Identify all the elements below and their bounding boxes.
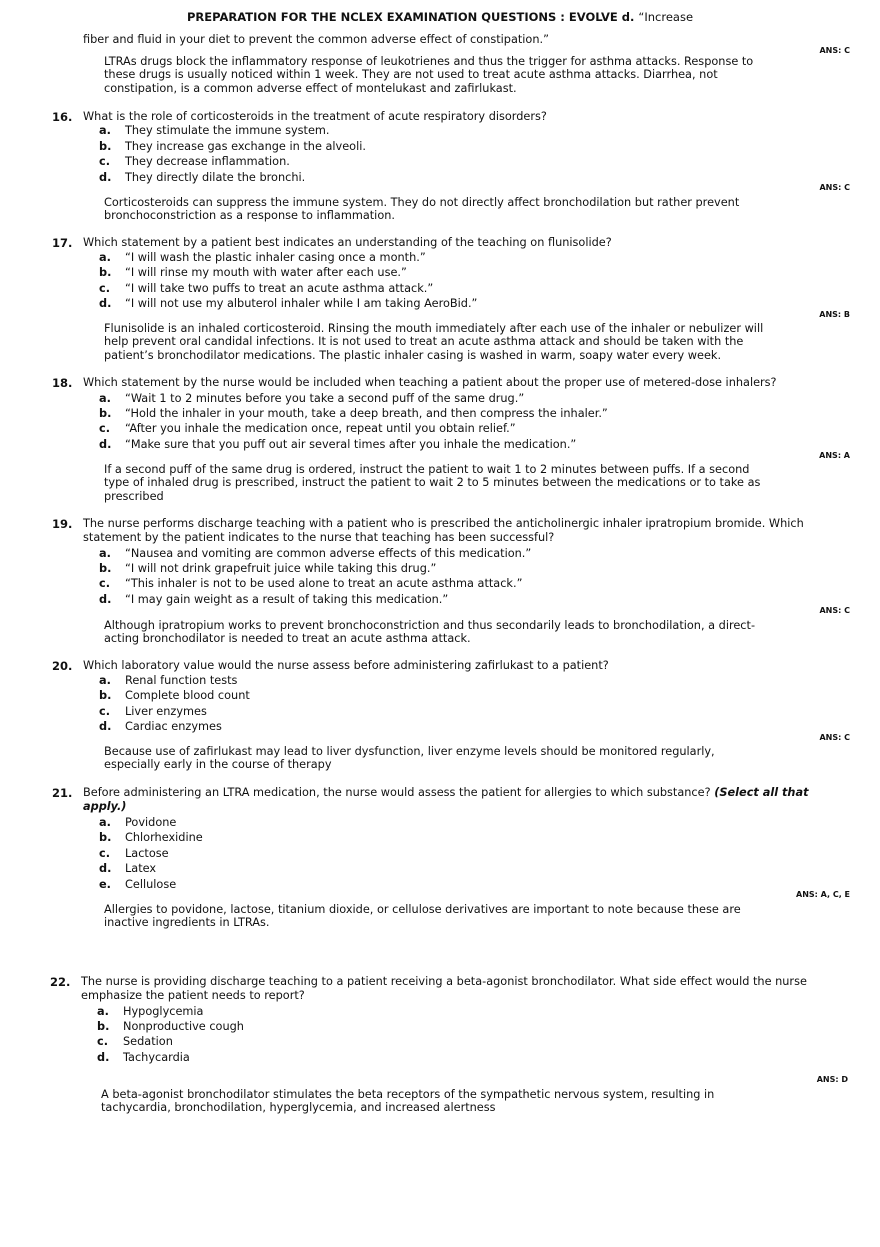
option-text: “After you inhale the medication once, repeat until you obtain relief.” (125, 422, 516, 435)
option-letter: c. (99, 155, 110, 168)
answer-label: ANS: C (819, 733, 850, 742)
option-text: Latex (125, 862, 157, 875)
question-text-span: Before administering an LTRA medication, the nurse would assess the patient for allergies to which substance? (83, 786, 711, 799)
option-text: “Nausea and vomiting are common adverse effects of this medication.” (125, 547, 532, 560)
question-text-line: statement by the patient indicates to the nurse that teaching has been successful? (83, 531, 555, 544)
question-text-line: What is the role of corticosteroids in the treatment of acute respiratory disorders? (83, 110, 547, 123)
option-text: Liver enzymes (125, 705, 207, 718)
question-text-line: The nurse performs discharge teaching with a patient who is prescribed the anticholinergic inhaler ipratropium bromide. Which (83, 517, 804, 530)
option-letter: b. (99, 831, 112, 844)
explanation-line: help prevent oral candidal infections. It is not used to treat an acute asthma attack and should be taken with the (104, 335, 744, 349)
option-letter: c. (99, 847, 110, 860)
option-letter: d. (97, 1051, 110, 1064)
question-number: 16. (52, 110, 73, 124)
option-text: Tachycardia (123, 1051, 190, 1064)
option-letter: d. (99, 171, 112, 184)
question-text-line: Which statement by the nurse would be included when teaching a patient about the proper use of metered-dose inhalers? (83, 376, 777, 389)
explanation-line: constipation, is a common adverse effect of montelukast and zafirlukast. (104, 81, 517, 95)
option-letter: d. (99, 720, 112, 733)
explanation-line: patient’s bronchodilator medications. The plastic inhaler casing is washed in warm, soapy water every week. (104, 348, 722, 362)
option-letter: c. (99, 282, 110, 295)
option-letter: a. (99, 674, 111, 687)
question-number: 19. (52, 517, 73, 531)
explanation-line: bronchoconstriction as a response to inflammation. (104, 209, 395, 223)
option-text: “Hold the inhaler in your mouth, take a deep breath, and then compress the inhaler.” (125, 407, 608, 420)
question-text (83, 659, 609, 673)
option-text: “This inhaler is not to be used alone to treat an acute asthma attack.” (125, 577, 523, 590)
option-text: Complete blood count (125, 689, 250, 702)
explanation (104, 322, 763, 362)
header-tail-text: “Increase (638, 10, 694, 24)
option-text: They directly dilate the bronchi. (125, 171, 306, 184)
option-letter: c. (99, 422, 110, 435)
option-text: Chlorhexidine (125, 831, 203, 844)
select-all-instruction: (Select all that (714, 786, 809, 799)
explanation-line: inactive ingredients in LTRAs. (104, 916, 270, 930)
option-letter: e. (99, 878, 111, 891)
question-text (83, 517, 804, 545)
option-text: Povidone (125, 816, 177, 829)
option-text: They stimulate the immune system. (125, 124, 330, 137)
question-text-line: The nurse is providing discharge teaching to a patient receiving a beta-agonist bronchodilator. What side effect would the nurse (81, 975, 807, 988)
explanation-line: these drugs is usually noticed within 1 week. They are not used to treat acute asthma attacks. Diarrhea, not (104, 68, 718, 82)
explanation-line: Allergies to povidone, lactose, titanium dioxide, or cellulose derivatives are important to note because these are (104, 903, 741, 916)
question-text (83, 376, 777, 390)
option-text: Nonproductive cough (123, 1020, 244, 1033)
option-letter: d. (99, 862, 112, 875)
option-letter: a. (99, 816, 111, 829)
option-letter: d. (99, 438, 112, 451)
question-number: 20. (52, 659, 73, 673)
option-text: Lactose (125, 847, 169, 860)
question-number: 18. (52, 376, 73, 390)
explanation (104, 196, 739, 223)
option-letter: b. (99, 266, 112, 279)
explanation (104, 55, 753, 95)
option-text: “Make sure that you puff out air several times after you inhale the medication.” (125, 438, 577, 451)
question-text-line (83, 786, 809, 800)
option-letter: d. (99, 593, 112, 606)
question-text-line (83, 800, 809, 814)
explanation-line: If a second puff of the same drug is ordered, instruct the patient to wait 1 to 2 minutes between puffs. If a second (104, 463, 750, 476)
question-text-line: Which laboratory value would the nurse assess before administering zafirlukast to a patient? (83, 659, 609, 672)
option-text: Renal function tests (125, 674, 238, 687)
option-letter: b. (97, 1020, 110, 1033)
option-letter: b. (99, 562, 112, 575)
question-text (83, 786, 809, 814)
question-text (81, 975, 807, 1003)
explanation (101, 1088, 714, 1115)
option-text: Cellulose (125, 878, 177, 891)
option-text: “Wait 1 to 2 minutes before you take a second puff of the same drug.” (125, 392, 525, 405)
question-number: 21. (52, 786, 73, 800)
question-number: 22. (50, 975, 71, 989)
option-text: They decrease inflammation. (125, 155, 290, 168)
answer-label: ANS: C (819, 46, 850, 55)
option-text: “I will wash the plastic inhaler casing once a month.” (125, 251, 426, 264)
answer-label: ANS: B (819, 310, 850, 319)
explanation-line: type of inhaled drug is prescribed, instruct the patient to wait 2 to 5 minutes between the medications or to take as (104, 476, 761, 490)
answer-label: ANS: C (819, 606, 850, 615)
explanation-line: Corticosteroids can suppress the immune system. They do not directly affect bronchodilation but rather prevent (104, 196, 740, 209)
question-number: 17. (52, 236, 73, 250)
explanation-line: Flunisolide is an inhaled corticosteroid. Rinsing the mouth immediately after each use of the inhaler or nebulizer will (104, 322, 764, 335)
option-letter: a. (99, 392, 111, 405)
explanation-line: A beta-agonist bronchodilator stimulates the beta receptors of the sympathetic nervous system, resulting in (101, 1088, 715, 1101)
option-text: Sedation (123, 1035, 173, 1048)
explanation-line: LTRAs drugs block the inflammatory response of leukotrienes and thus the trigger for asthma attacks. Response to (104, 55, 754, 68)
option-letter: c. (99, 577, 110, 590)
option-letter: b. (99, 689, 112, 702)
explanation (104, 619, 755, 646)
explanation-line: acting bronchodilator is needed to treat an acute asthma attack. (104, 632, 471, 646)
option-text: Hypoglycemia (123, 1005, 204, 1018)
option-letter: d. (99, 297, 112, 310)
select-all-instruction: apply.) (83, 800, 127, 813)
page-header (187, 10, 693, 24)
explanation (104, 903, 741, 930)
option-letter: c. (97, 1035, 108, 1048)
option-letter: a. (99, 251, 111, 264)
option-text: They increase gas exchange in the alveoli. (125, 140, 366, 153)
answer-label: ANS: D (816, 1075, 848, 1084)
question-text (83, 110, 547, 124)
option-text: Cardiac enzymes (125, 720, 222, 733)
option-letter: a. (99, 124, 111, 137)
explanation-line: Because use of zafirlukast may lead to liver dysfunction, liver enzyme levels should be monitored regularly, (104, 745, 715, 758)
carryover-option-text: fiber and fluid in your diet to prevent the common adverse effect of constipation.” (83, 33, 549, 46)
option-text: “I will take two puffs to treat an acute asthma attack.” (125, 282, 434, 295)
explanation-line: prescribed (104, 489, 164, 503)
answer-label: ANS: A, C, E (796, 890, 850, 899)
option-text: “I will rinse my mouth with water after each use.” (125, 266, 407, 279)
option-letter: a. (97, 1005, 109, 1018)
explanation-line: especially early in the course of therapy (104, 758, 332, 772)
question-text-line: emphasize the patient needs to report? (81, 989, 305, 1002)
option-letter: b. (99, 407, 112, 420)
header-title: PREPARATION FOR THE NCLEX EXAMINATION QUESTIONS : EVOLVE (187, 10, 618, 24)
header-tail-letter: d. (621, 10, 635, 24)
answer-label: ANS: A (819, 451, 850, 460)
option-letter: c. (99, 705, 110, 718)
option-letter: b. (99, 140, 112, 153)
option-text: “I will not use my albuterol inhaler while I am taking AeroBid.” (125, 297, 478, 310)
explanation-line: tachycardia, bronchodilation, hyperglycemia, and increased alertness (101, 1101, 496, 1115)
question-text (83, 236, 612, 250)
option-letter: a. (99, 547, 111, 560)
explanation (104, 463, 760, 503)
question-text-line: Which statement by a patient best indicates an understanding of the teaching on flunisolide? (83, 236, 612, 249)
option-text: “I will not drink grapefruit juice while taking this drug.” (125, 562, 437, 575)
explanation (104, 745, 715, 772)
explanation-line: Although ipratropium works to prevent bronchoconstriction and thus secondarily leads to bronchodilation, a direct- (104, 619, 756, 632)
option-text: “I may gain weight as a result of taking this medication.” (125, 593, 449, 606)
answer-label: ANS: C (819, 183, 850, 192)
